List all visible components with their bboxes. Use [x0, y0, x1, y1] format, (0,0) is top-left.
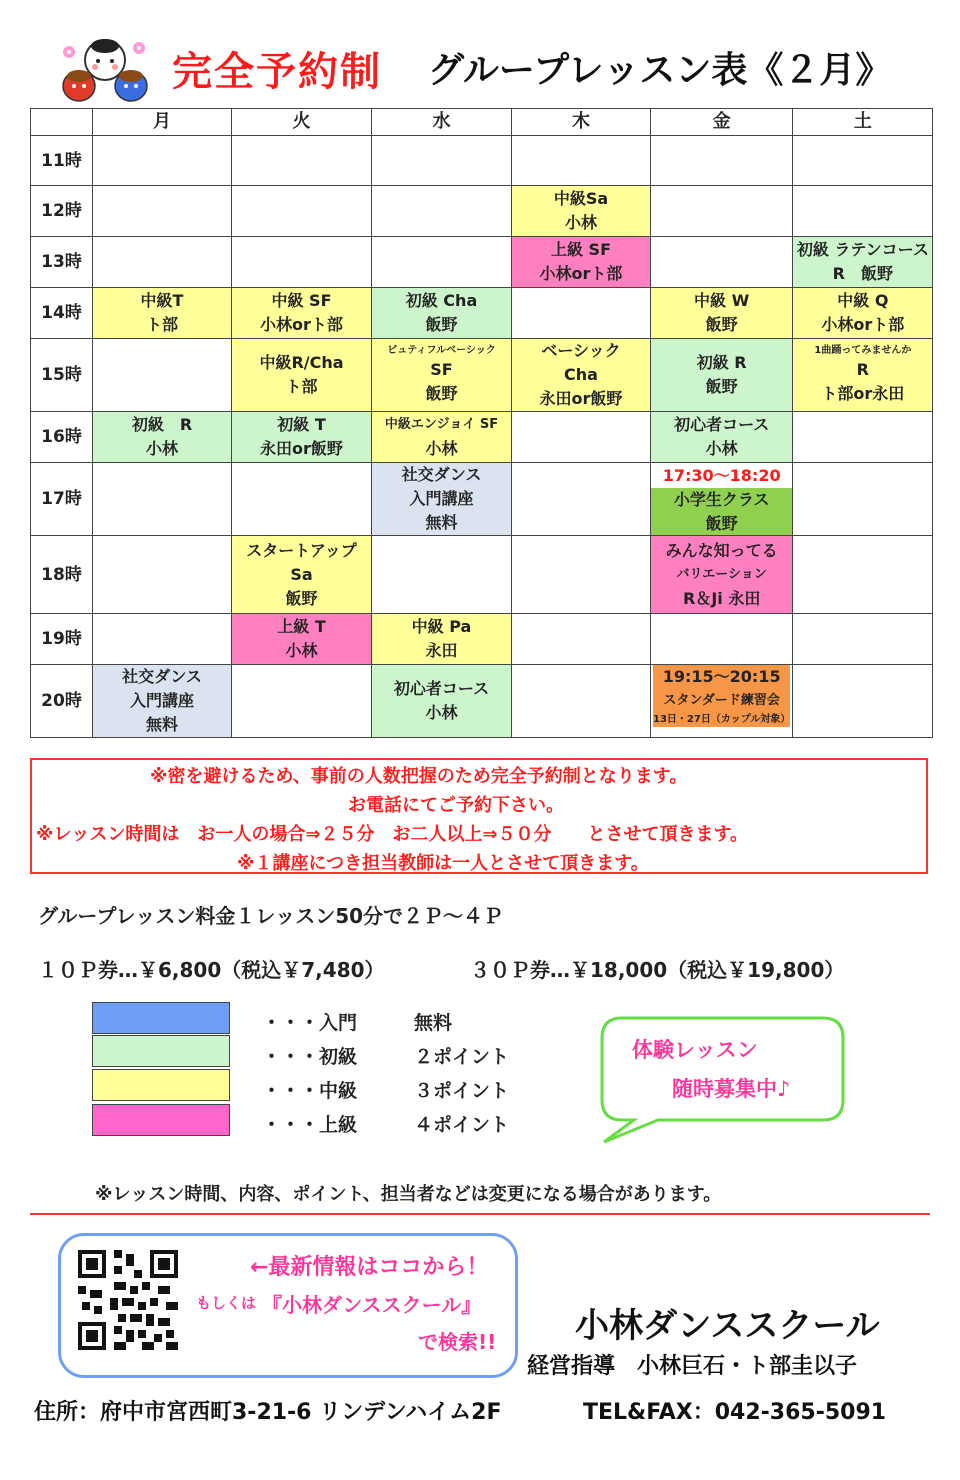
lesson-teacher: 飯野 — [705, 377, 738, 396]
lesson-teacher: R 飯野 — [832, 264, 893, 283]
lesson-name: 小学生クラス — [673, 489, 770, 509]
search-prefix: もしくは — [196, 1294, 257, 1312]
legend-level: ・・・入門 — [262, 1012, 358, 1034]
table-row — [31, 536, 933, 614]
page-title-main: 完全予約制 — [172, 49, 382, 95]
lesson-teacher: 小林 — [145, 439, 178, 458]
lesson-teacher: 小林orト部 — [539, 264, 623, 283]
lesson-cell-wed-16 — [372, 412, 512, 463]
lesson-teacher: R＆Ji 永田 — [683, 588, 761, 608]
lesson-teacher: 小林 — [564, 213, 597, 232]
day-header-fri: 金 — [651, 109, 793, 136]
lesson-name: 社交ダンス — [122, 667, 202, 686]
lesson-subtitle: バリエーション — [676, 566, 767, 582]
empty-cell — [93, 237, 232, 288]
corner-cell — [31, 109, 93, 136]
lesson-name: 初級 T — [277, 415, 326, 434]
change-notice: ※レッスン時間、内容、ポイント、担当者などは変更になる場合があります。 — [95, 1184, 722, 1205]
lesson-cell-fri-17 — [651, 463, 793, 536]
empty-cell — [512, 536, 651, 614]
qr-code-icon[interactable] — [78, 1250, 178, 1350]
day-header-wed: 水 — [372, 109, 512, 136]
search-suffix: で検索!! — [418, 1330, 497, 1354]
lesson-name: 初心者コース — [674, 415, 770, 434]
lesson-note: 13日・27日（カップル対象） — [653, 714, 791, 725]
lesson-cell-sat-14 — [793, 288, 933, 339]
lesson-cell-thu-15 — [512, 339, 651, 412]
trial-lesson-text: 体験レッスン — [632, 1038, 758, 1062]
empty-cell — [232, 463, 372, 536]
notice-line: ※密を避けるため、事前の人数把握のため完全予約制となります。 — [150, 766, 688, 787]
legend-level: ・・・上級 — [262, 1114, 358, 1136]
table-row — [31, 614, 933, 665]
lesson-name: 1曲踊ってみませんか — [814, 345, 912, 356]
lesson-name: 初級 ラテンコース — [796, 240, 929, 259]
empty-cell — [651, 136, 793, 186]
header — [0, 28, 960, 103]
hour-label: 20時 — [31, 665, 93, 738]
table-row — [31, 237, 933, 288]
lesson-teacher: ト部or永田 — [821, 384, 905, 403]
empty-cell — [93, 339, 232, 412]
lesson-cell-thu-12 — [512, 186, 651, 237]
legend-swatch-intro — [92, 1002, 230, 1034]
school-name: 小林ダンススクール — [575, 1306, 880, 1346]
recruiting-text: 随時募集中♪ — [672, 1077, 791, 1101]
lesson-dance: Cha — [564, 365, 598, 384]
lesson-time: 17:30～18:20 — [662, 465, 781, 485]
empty-cell — [372, 536, 512, 614]
reservation-notice-box — [30, 758, 928, 874]
lesson-teacher: 小林orト部 — [821, 315, 905, 334]
empty-cell — [512, 136, 651, 186]
legend-points: ４ポイント — [414, 1114, 510, 1136]
lesson-cell-tue-14 — [232, 288, 372, 339]
empty-cell — [512, 614, 651, 665]
ticket-30: ３０Ｐ券…￥18,000（税込￥19,800） — [470, 958, 845, 982]
lesson-subtitle: 入門講座 — [129, 691, 194, 710]
table-row — [31, 665, 933, 738]
empty-cell — [793, 665, 933, 738]
empty-cell — [93, 536, 232, 614]
legend-level: ・・・初級 — [262, 1046, 358, 1068]
hour-label: 16時 — [31, 412, 93, 463]
table-row — [31, 186, 933, 237]
hour-label: 12時 — [31, 186, 93, 237]
empty-cell — [232, 237, 372, 288]
empty-cell — [651, 614, 793, 665]
lesson-teacher: 飯野 — [705, 315, 738, 334]
empty-cell — [512, 288, 651, 339]
empty-cell — [793, 186, 933, 237]
lesson-name: 初級 R — [696, 353, 747, 372]
lesson-name: みんな知ってる — [665, 540, 778, 560]
lesson-cell-thu-13 — [512, 237, 651, 288]
daruma-mascot-icon — [55, 36, 155, 102]
lesson-cell-fri-16 — [651, 412, 793, 463]
search-name: 『小林ダンススクール』 — [262, 1293, 482, 1317]
legend-swatch-intermediate — [92, 1069, 230, 1101]
table-row — [31, 339, 933, 412]
lesson-teacher: 小林 — [705, 439, 738, 458]
lesson-cell-wed-20 — [372, 665, 512, 738]
lesson-name: ビュティフルベーシック — [387, 345, 496, 356]
lesson-teacher: 小林orト部 — [260, 315, 343, 334]
lesson-name: 初心者コース — [393, 679, 490, 698]
legend-points: ２ポイント — [414, 1046, 510, 1068]
page-title-sub: グループレッスン表《２月》 — [428, 50, 892, 91]
lesson-cell-fri-18 — [651, 536, 793, 614]
hour-label: 13時 — [31, 237, 93, 288]
lesson-teacher: 小林 — [425, 703, 458, 722]
lesson-teacher: 永田 — [425, 641, 458, 660]
lesson-cell-tue-19 — [232, 614, 372, 665]
lesson-teacher: 飯野 — [705, 513, 738, 533]
lesson-teacher: ト部 — [285, 377, 318, 396]
lesson-cell-wed-17 — [372, 463, 512, 536]
day-header-mon: 月 — [93, 109, 232, 136]
day-header-thu: 木 — [512, 109, 651, 136]
lesson-teacher: 小林 — [425, 439, 458, 458]
empty-cell — [372, 237, 512, 288]
lesson-cell-wed-15 — [372, 339, 512, 412]
lesson-name: 上級 SF — [550, 240, 612, 259]
lesson-cell-sat-15 — [793, 339, 933, 412]
empty-cell — [232, 186, 372, 237]
empty-cell — [512, 412, 651, 463]
lesson-time: 19:15～20:15 — [662, 667, 781, 686]
lesson-teacher: 小林 — [285, 641, 318, 660]
hour-label: 11時 — [31, 136, 93, 186]
director-line: 経営指導 小林巨石・ト部圭以子 — [527, 1354, 858, 1379]
empty-cell — [793, 136, 933, 186]
day-header-tue: 火 — [232, 109, 372, 136]
table-row — [31, 136, 933, 186]
divider — [30, 1213, 930, 1215]
lesson-name: 中級 W — [694, 291, 750, 310]
lesson-dance: Sa — [290, 564, 313, 584]
lesson-cell-mon-14 — [93, 288, 232, 339]
lesson-teacher: 飯野 — [425, 315, 458, 334]
lesson-teacher: ト部 — [145, 315, 178, 334]
lesson-name: スタンダード練習会 — [663, 693, 780, 708]
empty-cell — [651, 237, 793, 288]
lesson-subtitle: 入門講座 — [409, 489, 474, 508]
hour-label: 15時 — [31, 339, 93, 412]
lesson-name: 中級Sa — [553, 189, 609, 208]
lesson-name: スタートアップ — [246, 540, 357, 560]
lesson-price: 無料 — [145, 715, 178, 734]
hour-label: 17時 — [31, 463, 93, 536]
empty-cell — [372, 136, 512, 186]
lesson-cell-fri-20 — [651, 665, 793, 738]
hour-label: 18時 — [31, 536, 93, 614]
address: 住所：府中市宮西町3-21-6 リンデンハイム2F — [34, 1400, 502, 1425]
lesson-price: 無料 — [425, 513, 458, 532]
legend-points: 無料 — [414, 1012, 453, 1034]
lesson-cell-wed-14 — [372, 288, 512, 339]
table-row — [31, 288, 933, 339]
practice-block — [653, 665, 790, 727]
lesson-cell-fri-15 — [651, 339, 793, 412]
empty-cell — [372, 186, 512, 237]
empty-cell — [93, 614, 232, 665]
notice-line: ※レッスン時間は お一人の場合⇒２５分 お二人以上⇒５０分 とさせて頂きます。 — [36, 824, 749, 845]
notice-line: ※１講座につき担当教師は一人とさせて頂きます。 — [237, 853, 649, 874]
lesson-name: 中級T — [140, 291, 184, 310]
lesson-cell-wed-19 — [372, 614, 512, 665]
lesson-name: 中級エンジョイ SF — [384, 417, 499, 432]
empty-cell — [793, 463, 933, 536]
empty-cell — [651, 186, 793, 237]
lesson-dance: SF — [430, 360, 453, 379]
ticket-10: １０Ｐ券…￥6,800（税込￥7,480） — [38, 958, 385, 982]
lesson-name: 社交ダンス — [401, 465, 482, 484]
lesson-name: 中級 Q — [837, 291, 889, 310]
table-row — [31, 412, 933, 463]
legend-swatch-advanced — [92, 1104, 230, 1136]
lesson-block — [651, 488, 792, 535]
empty-cell — [232, 665, 372, 738]
lesson-cell-sat-13 — [793, 237, 933, 288]
pricing-headline: グループレッスン料金１レッスン50分で２Ｐ～４Ｐ — [38, 904, 504, 928]
empty-cell — [512, 665, 651, 738]
empty-cell — [793, 536, 933, 614]
lesson-cell-fri-14 — [651, 288, 793, 339]
legend-level: ・・・中級 — [262, 1080, 358, 1102]
latest-info-text: ←最新情報はココから！ — [250, 1255, 489, 1280]
table-row — [31, 463, 933, 536]
table-header-row — [31, 109, 933, 136]
legend-points: ３ポイント — [414, 1080, 510, 1102]
lesson-teacher: 永田or飯野 — [260, 439, 343, 458]
notice-line: お電話にてご予約下さい。 — [348, 795, 564, 816]
lesson-cell-mon-16 — [93, 412, 232, 463]
legend-swatch-beginner — [92, 1035, 230, 1067]
empty-cell — [512, 463, 651, 536]
empty-cell — [93, 463, 232, 536]
empty-cell — [93, 136, 232, 186]
lesson-name: 中級R/Cha — [259, 353, 344, 372]
lesson-dance: R — [856, 360, 869, 379]
day-header-sat: 土 — [793, 109, 933, 136]
lesson-name: ベーシック — [541, 341, 621, 360]
lesson-schedule-table — [30, 108, 933, 738]
lesson-name: 中級 SF — [271, 291, 332, 310]
empty-cell — [232, 136, 372, 186]
lesson-cell-tue-15 — [232, 339, 372, 412]
empty-cell — [793, 614, 933, 665]
hour-label: 19時 — [31, 614, 93, 665]
lesson-teacher: 飯野 — [425, 384, 458, 403]
lesson-cell-mon-20 — [93, 665, 232, 738]
lesson-teacher: 飯野 — [285, 588, 318, 608]
lesson-name: 上級 T — [277, 617, 326, 636]
empty-cell — [793, 412, 933, 463]
lesson-name: 中級 Pa — [411, 617, 472, 636]
lesson-teacher: 永田or飯野 — [539, 389, 623, 408]
tel-fax[interactable]: TEL&FAX：042-365-5091 — [583, 1400, 887, 1425]
lesson-name: 初級 Cha — [405, 291, 478, 310]
lesson-cell-tue-18 — [232, 536, 372, 614]
lesson-cell-tue-16 — [232, 412, 372, 463]
empty-cell — [93, 186, 232, 237]
lesson-name: 初級 R — [131, 415, 193, 434]
hour-label: 14時 — [31, 288, 93, 339]
